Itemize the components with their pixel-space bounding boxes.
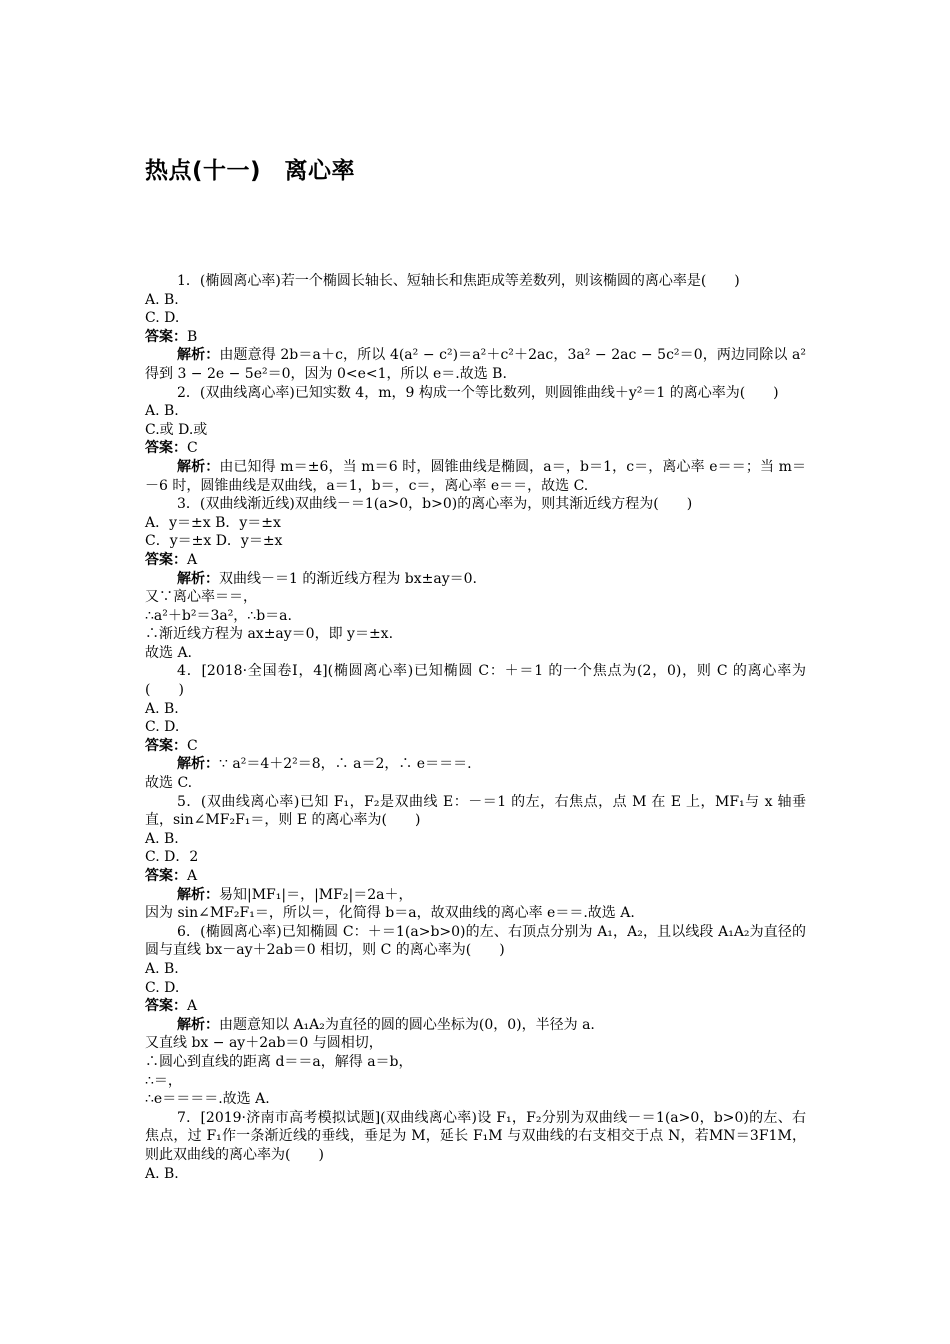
question-stem: 3．(双曲线渐近线)双曲线－＝1(a>0，b>0)的离心率为，则其渐近线方程为( ) [177, 496, 693, 513]
option-line: C.或 D.或 [145, 421, 208, 438]
question-stem: 4．[2018·全国卷Ⅰ，4](椭圆离心率)已知椭圆 C：＋＝1 的一个焦点为(2，0)，则 C 的离心率为( ) [145, 663, 806, 699]
question-block [145, 1109, 806, 1183]
analysis-label: 解析： [177, 347, 220, 364]
option-line: C. D. [145, 719, 180, 736]
option-line: C．y＝±x D．y＝±x [145, 533, 283, 550]
question-block [145, 495, 806, 662]
option-line: C. D．2 [145, 849, 199, 866]
answer-line [145, 737, 806, 756]
question-stem: 6．(椭圆离心率)已知椭圆 C：＋＝1(a>b>0)的左、右顶点分别为 A₁，A₂，且以线段 A₁A₂为直径的圆与直线 bx－ay＋2ab＝0 相切，则 C 的离心率为( ) [145, 923, 806, 959]
analysis-label: 解析： [177, 570, 219, 587]
option-line: A. B. [145, 700, 179, 717]
question-stem: 2．(双曲线离心率)已知实数 4，m，9 构成一个等比数列，则圆锥曲线＋y²＝1 的离心率为( ) [177, 384, 779, 401]
analysis-label: 解析： [177, 1016, 219, 1033]
analysis-line: 故选 C. [145, 775, 193, 792]
answer-label: 答案： [145, 868, 187, 884]
analysis-line: 因为 sin∠MF₂F₁＝，所以＝，化简得 b＝a，故双曲线的离心率 e＝＝.故选 A. [145, 905, 635, 922]
answer-value: C [187, 737, 198, 754]
answer-line [145, 997, 806, 1016]
analysis-line: 又直线 bx − ay＋2ab＝0 与圆相切， [145, 1035, 383, 1052]
question-block [145, 272, 806, 384]
answer-value: A [187, 998, 198, 1015]
analysis-text: 由题意知以 A₁A₂为直径的圆的圆心坐标为(0，0)，半径为 a. [219, 1016, 595, 1033]
analysis-line: 又∵离心率＝＝， [145, 589, 257, 606]
analysis-label: 解析： [177, 458, 220, 475]
analysis-line: ∴＝， [145, 1072, 182, 1089]
analysis-line [145, 1016, 806, 1035]
option-line: A. B. [145, 960, 179, 977]
answer-label: 答案： [145, 551, 187, 568]
answer-value: C [187, 440, 198, 457]
analysis-text: 双曲线－＝1 的渐近线方程为 bx±ay＝0. [219, 570, 478, 587]
analysis-label: 解析： [177, 886, 219, 903]
analysis-text: 由已知得 m＝±6，当 m＝6 时，圆锥曲线是椭圆，a＝，b＝1，c＝，离心率 e＝＝；当 m＝－6 时，圆锥曲线是双曲线，a＝1，b＝，c＝，离心率 e＝＝，故选 C. [145, 458, 807, 494]
answer-line [145, 867, 806, 886]
answer-value: A [187, 868, 198, 884]
analysis-line: ∴a²＋b²＝3a²，∴b＝a. [145, 607, 292, 624]
option-line: C. D. [145, 310, 180, 327]
answer-value: B [187, 328, 198, 345]
analysis-line: 故选 A. [145, 644, 193, 661]
analysis-label: 解析： [177, 756, 219, 773]
option-line: C. D. [145, 979, 180, 996]
option-line: A. B. [145, 291, 179, 308]
question-list [145, 272, 806, 1183]
answer-line [145, 439, 806, 458]
analysis-text: ∵ a²＝4＋2²＝8，∴ a＝2，∴ e＝＝＝. [219, 756, 472, 773]
question-stem: 1．(椭圆离心率)若一个椭圆长轴长、短轴长和焦距成等差数列，则该椭圆的离心率是( ) [177, 273, 740, 289]
analysis-line: ∴e＝＝＝＝.故选 A. [145, 1091, 270, 1108]
answer-line [145, 551, 806, 570]
analysis-text: 易知|MF₁|＝，|MF₂|＝2a＋， [219, 886, 413, 903]
question-block [145, 923, 806, 1109]
question-stem: 7．[2019·济南市高考模拟试题](双曲线离心率)设 F₁，F₂分别为双曲线－＝1(a>0，b>0)的左、右焦点，过 F₁作一条渐近线的垂线，垂足为 M，延长 F₁M 与双曲线的右支相交于点 N，若MN＝3F1M，则此双曲线的离心率为( ) [145, 1109, 806, 1163]
answer-label: 答案： [145, 737, 187, 754]
analysis-line [145, 755, 806, 774]
question-block [145, 384, 806, 496]
option-line: A. B. [145, 403, 179, 420]
answer-line [145, 328, 806, 347]
answer-value: A [187, 551, 198, 568]
analysis-line: ∴渐近线方程为 ax±ay＝0，即 y＝±x. [145, 626, 394, 643]
analysis-line: ∴圆心到直线的距离 d＝＝a，解得 a＝b， [145, 1053, 413, 1070]
option-line: A. B. [145, 1165, 179, 1182]
analysis-line [145, 570, 806, 589]
analysis-line [145, 886, 806, 905]
question-block [145, 793, 806, 923]
answer-label: 答案： [145, 440, 187, 457]
answer-label: 答案： [145, 998, 187, 1015]
question-stem: 5．(双曲线离心率)已知 F₁，F₂是双曲线 E：－＝1 的左，右焦点，点 M 在 E 上，MF₁与 x 轴垂直，sin∠MF₂F₁＝，则 E 的离心率为( ) [145, 793, 806, 829]
option-line: A. B. [145, 830, 179, 847]
analysis-text: 由题意得 2b＝a＋c，所以 4(a² − c²)＝a²＋c²＋2ac，3a² − 2ac − 5c²＝0，两边同除以 a² 得到 3 − 2e − 5e²＝0，因为 0<e<1，所以 e＝.故选 B. [145, 347, 806, 382]
analysis-line [145, 458, 806, 495]
answer-label: 答案： [145, 328, 187, 345]
option-line: A．y＝±x B．y＝±x [145, 514, 281, 531]
question-block [145, 662, 806, 792]
page-title: 热点(十一) 离心率 [145, 158, 356, 184]
analysis-line [145, 346, 806, 383]
